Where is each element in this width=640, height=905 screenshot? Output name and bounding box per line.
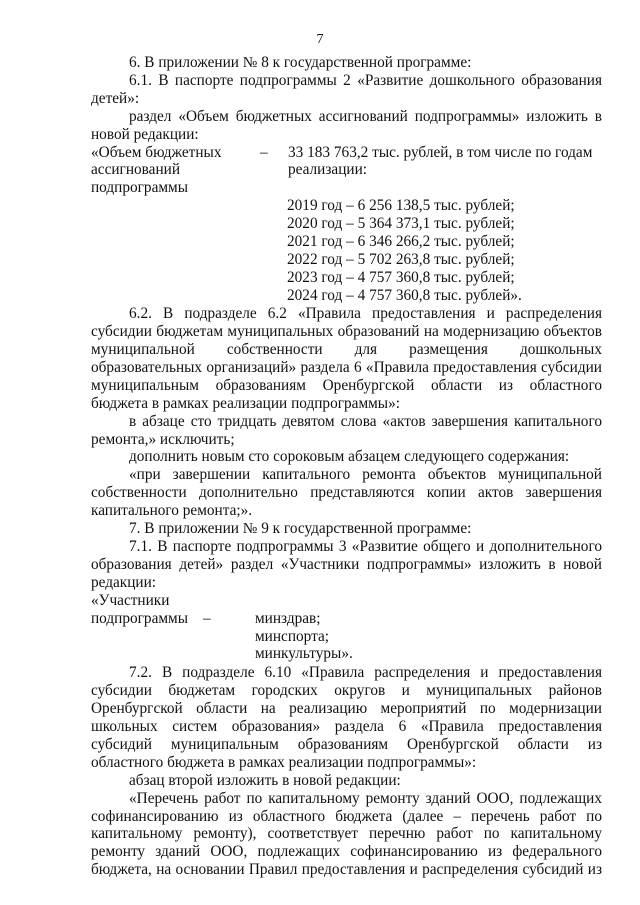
section-6-2-abzac-line-1: в абзаце сто тридцать девятом слова «актов завершения капитального — [129, 412, 602, 430]
budget-label-line: ассигнований — [91, 161, 181, 179]
section-7-1-last: редакции: — [91, 573, 157, 591]
budget-dash: – — [260, 143, 268, 161]
section-6-2-quote-last: капитального ремонта;». — [91, 502, 253, 520]
section-6-2-line: образовательных организаций» раздела 6 «Правила предоставления субсидии — [91, 358, 602, 376]
budget-value-line: реализации: — [288, 161, 368, 179]
budget-year-item: 2024 год – 4 757 360,8 тыс. рублей». — [287, 286, 522, 304]
section-7-2-quote-line: ремонту зданий ООО, подлежащих софинансированию из федерального — [91, 843, 602, 861]
section-6-title: 6. В приложении № 8 к государственной программе: — [129, 54, 472, 71]
section-7-2-quote-line: бюджета, на основании Правил предоставления и распределения субсидий из — [91, 861, 602, 879]
budget-label — [91, 144, 260, 198]
section-6-1-line-1: 6.1. В паспорте подпрограммы 2 «Развитие дошкольного образования — [129, 71, 602, 89]
section-6-1-razdel-line-1: раздел «Объем бюджетных ассигнований подпрограммы» изложить в — [129, 107, 602, 125]
section-6-2-dopolnit: дополнить новым сто сороковым абзацем следующего содержания: — [129, 448, 570, 466]
participant-item: минздрав; — [255, 609, 321, 627]
document-body — [91, 54, 602, 879]
participant-item: минкультуры». — [255, 645, 353, 663]
section-6-1-line-2: детей»: — [91, 89, 140, 107]
section-6-2 — [91, 305, 602, 412]
section-6-2-line: муниципальным образованиям Оренбургской области из областного — [91, 376, 602, 394]
section-7-2-abzac: абзац второй изложить в новой редакции: — [129, 771, 401, 789]
budget-table-row — [91, 144, 602, 198]
section-6-2-quote-line: «при завершении капитального ремонта объектов муниципальной — [129, 466, 602, 484]
budget-year-item: 2022 год – 5 702 263,8 тыс. рублей; — [287, 250, 515, 268]
section-6-2-abzac-line-2: ремонта,» исключить; — [91, 430, 235, 448]
section-7-2 — [91, 664, 602, 771]
participant-item: минспорта; — [255, 627, 330, 645]
participants-label-line-2: подпрограммы — [91, 609, 189, 627]
page-number: 7 — [316, 32, 324, 47]
participants-dash: – — [203, 609, 211, 627]
section-6-2-line: бюджета в рамках реализации подпрограммы»: — [91, 394, 400, 412]
section-7-2-line: субсидии бюджетам городских округов и муниципальных районов — [91, 682, 602, 700]
budget-year-item: 2019 год – 6 256 138,5 тыс. рублей; — [287, 197, 515, 215]
section-7-2-quote-line: капитальному ремонту), соответствует перечню работ по капитальному — [91, 825, 602, 843]
budget-year-item: 2023 год – 4 757 360,8 тыс. рублей; — [287, 268, 515, 286]
section-7-2-quote-line: софинансированию из областного бюджета (далее – перечень работ по — [91, 807, 602, 825]
budget-value — [288, 144, 602, 198]
budget-label-line: подпрограммы — [91, 179, 189, 197]
participants-row — [91, 610, 602, 628]
section-7-2-line: Оренбургской области на реализацию мероприятий по модернизации — [91, 700, 602, 718]
section-7-2-line: субсидий муниципальным образованиям Оренбургской области из — [91, 735, 602, 753]
section-6-1-razdel-line-2: новой редакции: — [91, 125, 199, 143]
budget-year-item: 2020 год – 5 364 373,1 тыс. рублей; — [287, 215, 515, 233]
section-6-2-quote-line: собственности дополнительно представляются копии актов завершения — [91, 484, 602, 502]
participants-list — [255, 628, 602, 664]
section-6-2-line: муниципальной собственности для размещения дошкольных — [91, 341, 602, 358]
budget-value-line: 33 183 763,2 тыс. рублей, в том числе по годам — [288, 143, 593, 161]
budget-years-list — [287, 197, 602, 304]
section-7-1-line: 7.1. В паспорте подпрограммы 3 «Развитие общего и дополнительного — [129, 537, 602, 555]
section-7-1-line: образования детей» раздел «Участники подпрограммы» изложить в новой — [91, 555, 602, 573]
budget-label-line: «Объем бюджетных — [91, 143, 222, 161]
section-7-title: 7. В приложении № 9 к государственной программе: — [129, 520, 472, 538]
budget-year-item: 2021 год – 6 346 266,2 тыс. рублей; — [287, 233, 515, 251]
section-7-2-line: школьных систем образования» раздела 6 «Правила предоставления — [91, 718, 602, 736]
section-6-2-line: субсидии бюджетам муниципальных образований на модернизацию объектов — [91, 323, 602, 341]
section-7-2-line: 7.2. В подразделе 6.10 «Правила распределения и предоставления — [129, 664, 602, 682]
participants-label-line-1: «Участники — [91, 591, 170, 609]
section-7-2-last: областного бюджета в рамках реализации подпрограммы»: — [91, 753, 477, 771]
section-7-2-quote-line: «Перечень работ по капитальному ремонту зданий ООО, подлежащих — [129, 789, 602, 807]
section-6-2-line: 6.2. В подразделе 6.2 «Правила предоставления и распределения — [129, 305, 602, 323]
